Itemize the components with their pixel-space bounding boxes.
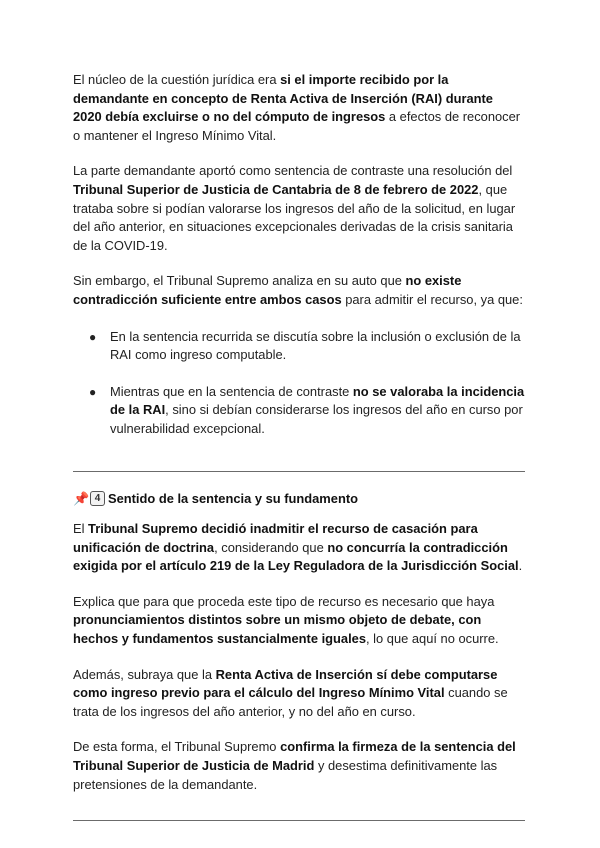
paragraph-legal-question: El núcleo de la cuestión jurídica era si el importe recibido por la demandante en concepto de Renta Activa de Inserción (RAI) durante 2020 debía excluirse o no del cómputo de ingresos a efectos de reconocer o mantener el Ingreso Mínimo Vital. (73, 72, 521, 143)
keycap-number-icon: 4 (90, 491, 105, 506)
bullet-icon: ● (89, 384, 97, 399)
bullet-icon: ● (89, 329, 97, 344)
section-divider (73, 471, 525, 472)
section-divider (73, 820, 525, 821)
pushpin-icon: 📌 (73, 490, 90, 506)
paragraph-rai-computation: Además, subraya que la Renta Activa de Inserción sí debe computarse como ingreso previo para el cálculo del Ingreso Mínimo Vital cuando se trata de los ingresos del año anterior, y no del año en curso. (73, 666, 508, 719)
list-item: ● En la sentencia recurrida se discutía sobre la inclusión o exclusión de la RAI como ingreso computable. (89, 328, 521, 363)
paragraph-requirements: Explica que para que proceda este tipo de recurso es necesario que haya pronunciamientos distintos sobre un mismo objeto de debate, con hechos y fundamentos sustancialmente iguales, lo que aquí no ocurre. (73, 593, 499, 647)
section-title: Sentido de la sentencia y su fundamento (108, 490, 358, 506)
document-content (73, 71, 525, 821)
paragraph-contrast-sentence: La parte demandante aportó como sentencia de contraste una resolución del Tribunal Superior de Justicia de Cantabria de 8 de febrero de 2022, que trataba sobre si podían valorarse los ingresos del año de la solicitud, en lugar del año anterior, en situaciones excepcionales derivadas de la crisis sanitaria de la COVID-19. (73, 163, 516, 253)
paragraph-decision: El Tribunal Supremo decidió inadmitir el recurso de casación para unificación de doctrina, considerando que no concurría la contradicción exigida por el artículo 219 de la Ley Reguladora de la Jurisdicción Social. (73, 521, 523, 574)
section-heading (73, 490, 525, 509)
list-item: ● Mientras que en la sentencia de contraste no se valoraba la incidencia de la RAI, sino si debían considerarse los ingresos del año en curso por vulnerabilidad excepcional. (89, 383, 525, 436)
paragraph-conclusion: De esta forma, el Tribunal Supremo confirma la firmeza de la sentencia del Tribunal Superior de Justicia de Madrid y desestima definitivamente las pretensiones de la demandante. (73, 739, 516, 792)
bullet-list (73, 328, 525, 439)
paragraph-no-contradiction: Sin embargo, el Tribunal Supremo analiza en su auto que no existe contradicción suficiente entre ambos casos para admitir el recurso, ya que: (73, 273, 523, 307)
